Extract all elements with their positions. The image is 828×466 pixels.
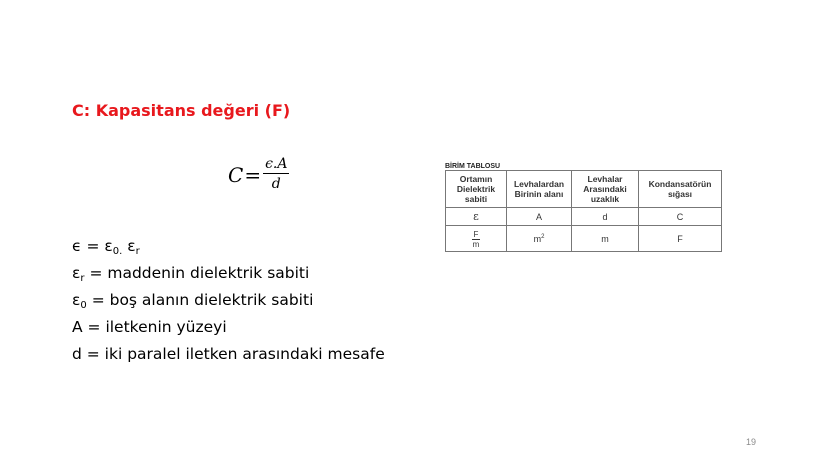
header-cell: Levhalar Arasındaki uzaklık <box>572 171 639 208</box>
equals-sign: = <box>81 237 105 255</box>
epsilon-r-symbol: ε <box>72 264 81 282</box>
unit-base: m <box>533 233 542 244</box>
epsilon-zero-subscript: 0. <box>112 246 123 257</box>
definition-epsilon-r <box>72 260 385 287</box>
table-cell: d <box>572 208 639 226</box>
unit-table <box>445 170 722 252</box>
table-cell <box>446 208 507 226</box>
formula-denominator: d <box>271 176 281 192</box>
epsilon-zero-symbol: ε <box>104 237 113 255</box>
epsilon-r-subscript: r <box>135 246 140 257</box>
capacitance-formula <box>228 156 289 193</box>
table-cell <box>446 226 507 252</box>
epsilon-symbol: ϵ <box>72 237 82 255</box>
slide-title: C: Kapasitans değeri (F) <box>72 101 291 120</box>
table-row <box>446 208 722 226</box>
formula-numerator: ϵ.A <box>265 156 288 172</box>
table-cell: m <box>572 226 639 252</box>
header-cell: Kondansatörün sığası <box>639 171 722 208</box>
table-cell <box>507 226 572 252</box>
unit-table-caption: BİRİM TABLOSU <box>445 163 501 170</box>
definition-area: A = iletkenin yüzeyi <box>72 318 227 336</box>
header-cell: Levhalardan Birinin alanı <box>507 171 572 208</box>
unit-fraction-denominator: m <box>472 239 480 249</box>
table-cell: A <box>507 208 572 226</box>
table-cell: C <box>639 208 722 226</box>
table-row <box>446 226 722 252</box>
epsilon-zero-subscript: 0 <box>80 300 87 311</box>
epsilon-r-subscript: r <box>80 273 85 284</box>
formula-equals: = <box>244 162 262 187</box>
unit-exponent: 2 <box>541 233 545 240</box>
definition-epsilon-zero <box>72 287 385 314</box>
formula-lhs: C <box>228 162 244 187</box>
table-cell: F <box>639 226 722 252</box>
definition-epsilon <box>72 233 385 260</box>
unit-fraction-numerator: F <box>473 229 479 239</box>
table-header-row <box>446 171 722 208</box>
epsilon-r-symbol: ε <box>122 237 136 255</box>
header-cell: Ortamın Dielektrik sabiti <box>446 171 507 208</box>
definition-text: = maddenin dielektrik sabiti <box>84 264 310 282</box>
page-number: 19 <box>746 437 757 447</box>
definition-distance: d = iki paralel iletken arasındaki mesafe <box>72 345 385 363</box>
definition-text: = boş alanın dielektrik sabiti <box>86 291 314 309</box>
epsilon-zero-symbol: ε <box>72 291 81 309</box>
definitions-list <box>72 233 385 368</box>
epsilon-symbol: ε <box>473 210 479 223</box>
formula-fraction <box>263 156 289 193</box>
unit-fraction <box>472 230 481 249</box>
